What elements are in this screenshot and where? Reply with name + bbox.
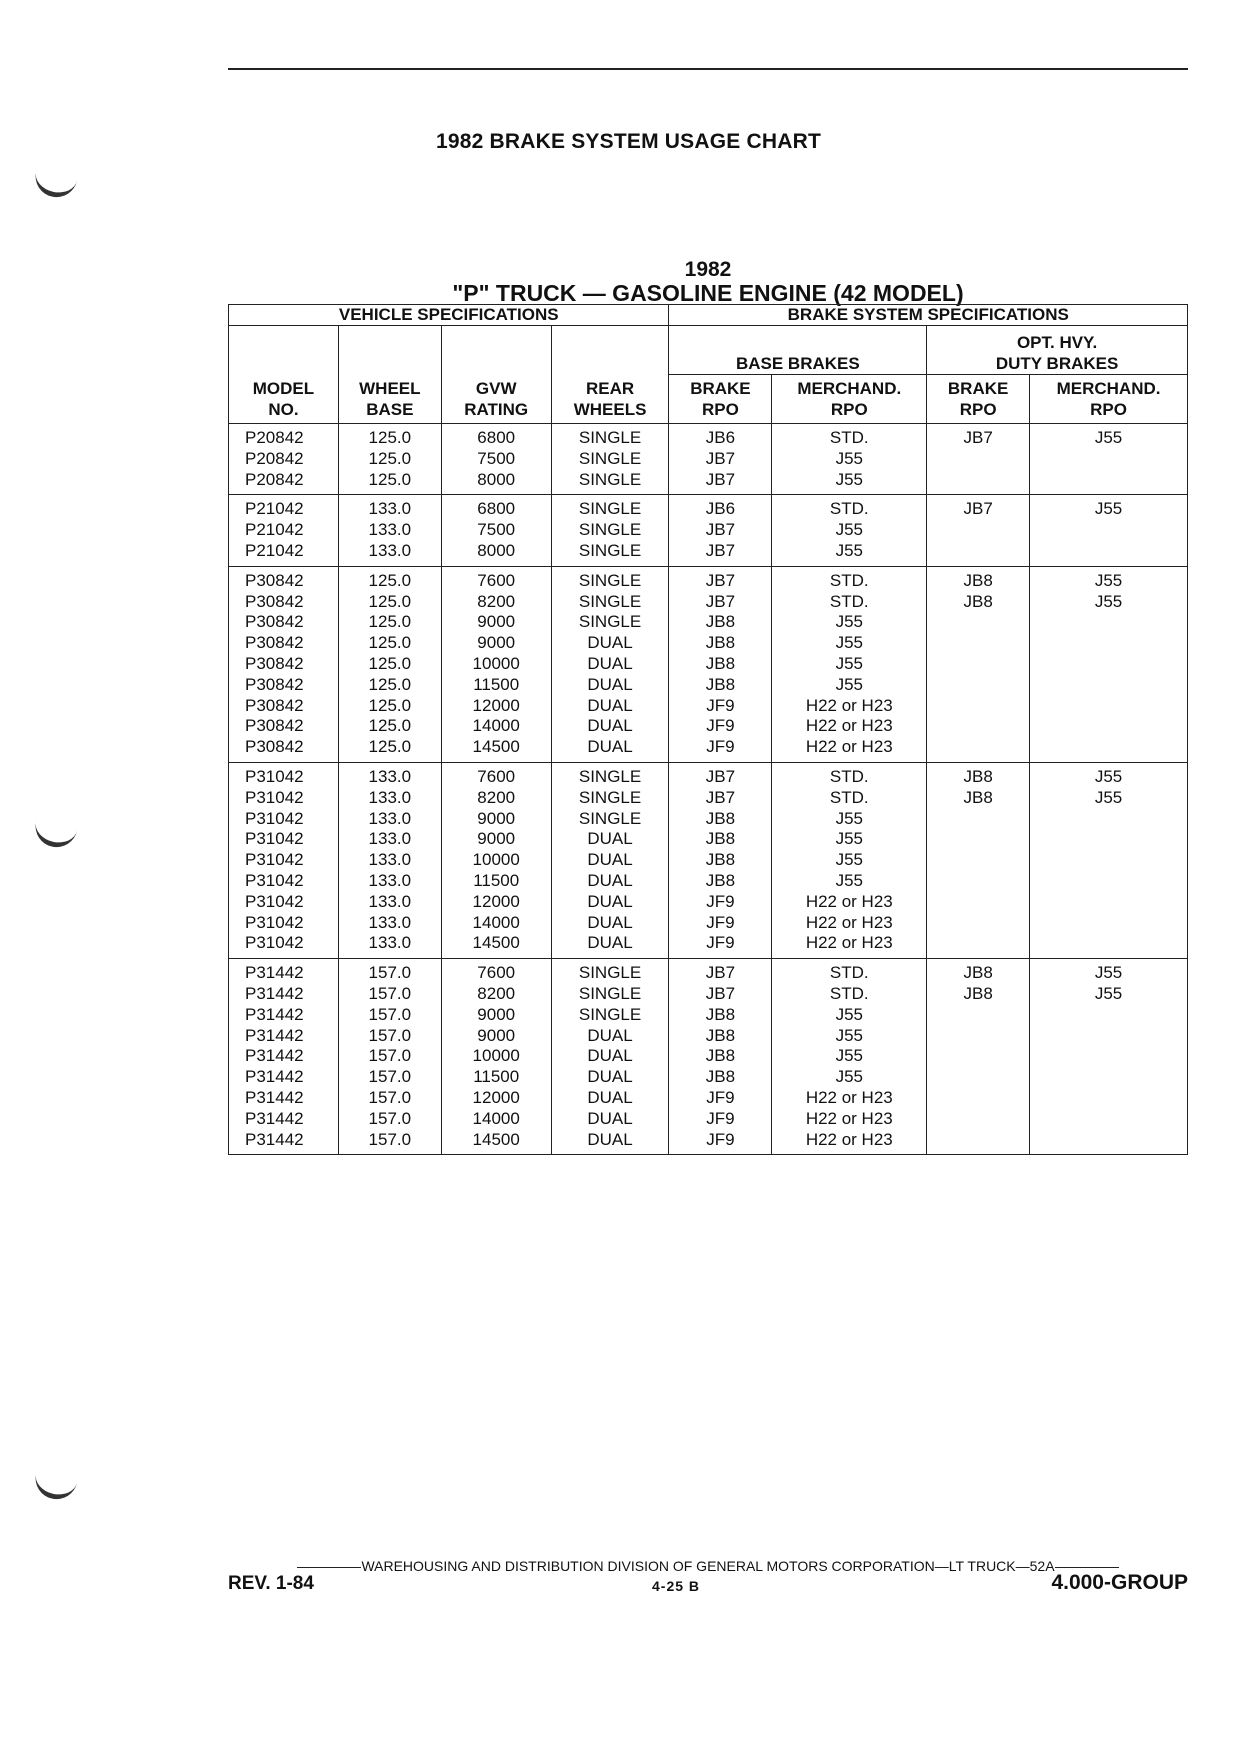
gvw-cell	[441, 495, 551, 566]
cell-value: 133.0	[368, 912, 412, 932]
cell-value: H22 or H23	[805, 1108, 893, 1128]
cell-value: P31042	[245, 766, 304, 786]
col-header-brake-rpo: BRAKE RPO	[669, 375, 772, 424]
cell-value: JB8	[963, 963, 993, 983]
cell-value: STD.	[829, 499, 869, 519]
cell-value: P31442	[245, 1004, 304, 1024]
cell-value: DUAL	[587, 933, 633, 953]
model-group	[229, 959, 1188, 1155]
cell-value: J55	[835, 1004, 863, 1024]
cell-value: JB7	[705, 570, 736, 590]
vehicle-specs-header: VEHICLE SPECIFICATIONS	[229, 305, 669, 326]
cell-value: SINGLE	[578, 570, 642, 590]
footer-group-number: 4.000-GROUP	[1051, 1571, 1188, 1594]
cell-value: 8000	[477, 540, 516, 560]
cell-value: JB7	[705, 520, 736, 540]
cell-value: 133.0	[368, 766, 412, 786]
brake-rpo-cell	[669, 424, 772, 495]
cell-value: P31442	[245, 983, 304, 1003]
cell-value: J55	[835, 633, 863, 653]
cell-value: P30842	[245, 716, 304, 736]
binder-hole-mark	[32, 166, 79, 201]
brake-rpo-cell	[669, 762, 772, 958]
table-year: 1982	[684, 258, 732, 281]
cell-value: 8200	[477, 983, 516, 1003]
cell-value: DUAL	[587, 1067, 633, 1087]
cell-value: 9000	[477, 1025, 516, 1045]
model-group	[229, 424, 1188, 495]
cell-value: JF9	[706, 695, 735, 715]
cell-value: JB8	[705, 850, 736, 870]
cell-value: STD.	[829, 570, 869, 590]
cell-value: DUAL	[587, 912, 633, 932]
cell-value: 11500	[473, 1067, 520, 1087]
cell-value: JB6	[705, 428, 736, 447]
cell-value: J55	[1094, 963, 1123, 983]
cell-value: JB6	[705, 499, 736, 519]
cell-value: JF9	[706, 716, 735, 736]
cell-value: 14000	[472, 912, 520, 932]
cell-value: J55	[1094, 787, 1123, 807]
opt-heavy-duty-header	[927, 326, 1188, 375]
cell-value: 12000	[472, 695, 520, 715]
cell-value: J55	[835, 1025, 863, 1045]
cell-value: 125.0	[368, 653, 412, 673]
cell-value: 7500	[477, 448, 516, 468]
cell-value: SINGLE	[578, 1004, 642, 1024]
col-header-merch-rpo: MERCHAND. RPO	[772, 375, 927, 424]
cell-value: J55	[835, 1046, 863, 1066]
cell-value: 10000	[472, 653, 520, 673]
cell-value: 133.0	[368, 808, 412, 828]
cell-value: JB8	[705, 633, 736, 653]
cell-value: P30842	[245, 695, 304, 715]
cell-value: DUAL	[587, 870, 633, 890]
cell-value: P30842	[245, 612, 304, 632]
footer-dash	[297, 1567, 361, 1568]
cell-value: P30842	[245, 653, 304, 673]
cell-value: 7600	[477, 963, 516, 983]
cell-value: 125.0	[368, 570, 412, 590]
cell-value: 133.0	[368, 520, 412, 540]
cell-value: 133.0	[368, 499, 412, 519]
opt-merch-rpo-cell	[1030, 566, 1188, 762]
footer-division: WAREHOUSING AND DISTRIBUTION DIVISION OF GENERAL MOTORS CORPORATION—LT TRUCK—52A	[361, 1558, 1055, 1574]
cell-value: P31442	[245, 1025, 304, 1045]
cell-value: 8000	[477, 469, 516, 489]
base-brakes-header: BASE BRAKES	[669, 326, 927, 375]
cell-value: STD.	[829, 787, 869, 807]
model-cell	[229, 959, 339, 1155]
gvw-cell	[441, 959, 551, 1155]
cell-value: 157.0	[368, 1129, 412, 1149]
rear-wheels-cell	[551, 566, 669, 762]
cell-value: P20842	[245, 448, 304, 468]
cell-value: 9000	[477, 829, 516, 849]
cell-value: P20842	[245, 428, 304, 447]
opt-brake-rpo-cell	[927, 566, 1030, 762]
cell-value: JB7	[705, 766, 736, 786]
wheel-base-cell	[338, 495, 441, 566]
cell-value: SINGLE	[578, 448, 642, 468]
cell-value: H22 or H23	[805, 1087, 893, 1107]
cell-value: STD.	[829, 428, 869, 447]
cell-value: 125.0	[368, 428, 412, 447]
cell-value: JB8	[705, 808, 736, 828]
opt-brake-rpo-cell	[927, 424, 1030, 495]
cell-value: 157.0	[368, 1025, 412, 1045]
cell-value: P21042	[245, 499, 304, 519]
cell-value: H22 or H23	[805, 695, 893, 715]
cell-value: SINGLE	[578, 787, 642, 807]
cell-value: 9000	[477, 633, 516, 653]
cell-value: STD.	[829, 983, 869, 1003]
cell-value: 125.0	[368, 674, 412, 694]
cell-value: 125.0	[368, 737, 412, 757]
cell-value: 125.0	[368, 633, 412, 653]
cell-value: 157.0	[368, 983, 412, 1003]
cell-value: 125.0	[368, 716, 412, 736]
rear-wheels-cell	[551, 762, 669, 958]
cell-value: JB8	[705, 870, 736, 890]
cell-value: SINGLE	[578, 808, 642, 828]
cell-value: 7600	[477, 570, 516, 590]
cell-value: 6800	[477, 499, 516, 519]
cell-value: 8200	[477, 591, 516, 611]
cell-value: DUAL	[587, 1025, 633, 1045]
model-cell	[229, 762, 339, 958]
cell-value: H22 or H23	[805, 912, 893, 932]
col-header-rear-wheels: REAR WHEELS	[551, 375, 669, 424]
cell-value: JB7	[705, 469, 736, 489]
cell-value: 157.0	[368, 1046, 412, 1066]
cell-value: P20842	[245, 469, 304, 489]
cell-value: J55	[835, 870, 863, 890]
cell-value: 125.0	[368, 695, 412, 715]
cell-value: P31442	[245, 963, 304, 983]
header-stub	[441, 326, 551, 375]
cell-value: P21042	[245, 520, 304, 540]
cell-value: SINGLE	[578, 591, 642, 611]
merch-rpo-cell	[772, 566, 927, 762]
cell-value: P30842	[245, 570, 304, 590]
table-row	[229, 495, 1188, 566]
wheel-base-cell	[338, 566, 441, 762]
brake-rpo-cell	[669, 566, 772, 762]
cell-value: H22 or H23	[805, 933, 893, 953]
table-row	[229, 424, 1188, 495]
cell-value: JB8	[705, 1025, 736, 1045]
cell-value: 125.0	[368, 591, 412, 611]
cell-value: DUAL	[587, 829, 633, 849]
merch-rpo-cell	[772, 424, 927, 495]
table-row	[229, 959, 1188, 1155]
footer-revision: REV. 1-84	[228, 1573, 314, 1594]
cell-value: DUAL	[587, 674, 633, 694]
cell-value: P31042	[245, 912, 304, 932]
cell-value: 9000	[477, 1004, 516, 1024]
cell-value: 125.0	[368, 612, 412, 632]
cell-value: J55	[1094, 983, 1123, 1003]
model-cell	[229, 566, 339, 762]
cell-value: 10000	[472, 850, 520, 870]
cell-value: P31042	[245, 850, 304, 870]
cell-value: 12000	[472, 1087, 520, 1107]
cell-value: JB8	[705, 829, 736, 849]
cell-value: 133.0	[368, 850, 412, 870]
cell-value: P31042	[245, 829, 304, 849]
cell-value: J55	[835, 520, 863, 540]
cell-value: SINGLE	[578, 428, 642, 447]
merch-rpo-cell	[772, 959, 927, 1155]
col-header-model: MODEL NO.	[229, 375, 339, 424]
cell-value: H22 or H23	[805, 737, 893, 757]
wheel-base-cell	[338, 424, 441, 495]
cell-value: 157.0	[368, 1087, 412, 1107]
top-rule	[228, 68, 1188, 70]
rear-wheels-cell	[551, 959, 669, 1155]
cell-value: 125.0	[368, 448, 412, 468]
cell-value: J55	[1094, 766, 1123, 786]
cell-value: DUAL	[587, 1108, 633, 1128]
cell-value: DUAL	[587, 737, 633, 757]
gvw-cell	[441, 424, 551, 495]
cell-value: JB7	[963, 428, 993, 447]
cell-value: 125.0	[368, 469, 412, 489]
cell-value: JF9	[706, 912, 735, 932]
cell-value: JB8	[705, 1067, 736, 1087]
cell-value: JB8	[963, 787, 993, 807]
cell-value: STD.	[829, 963, 869, 983]
cell-value: P31042	[245, 870, 304, 890]
model-cell	[229, 424, 339, 495]
cell-value: 133.0	[368, 870, 412, 890]
cell-value: SINGLE	[578, 963, 642, 983]
cell-value: DUAL	[587, 1087, 633, 1107]
cell-value: JB8	[705, 612, 736, 632]
cell-value: 133.0	[368, 891, 412, 911]
table-title: "P" TRUCK — GASOLINE ENGINE (42 MODEL)	[452, 280, 964, 306]
binder-hole-mark	[32, 1468, 79, 1503]
cell-value: H22 or H23	[805, 891, 893, 911]
cell-value: 6800	[477, 428, 516, 447]
wheel-base-cell	[338, 959, 441, 1155]
cell-value: 11500	[473, 674, 520, 694]
cell-value: JB7	[705, 591, 736, 611]
cell-value: J55	[835, 829, 863, 849]
cell-value: J55	[835, 469, 863, 489]
model-cell	[229, 495, 339, 566]
cell-value: SINGLE	[578, 540, 642, 560]
cell-value: JB8	[705, 1004, 736, 1024]
cell-value: 8200	[477, 787, 516, 807]
header-stub	[551, 326, 669, 375]
cell-value: P31042	[245, 808, 304, 828]
cell-value: P31442	[245, 1108, 304, 1128]
merch-rpo-cell	[772, 762, 927, 958]
cell-value: DUAL	[587, 1129, 633, 1149]
cell-value: DUAL	[587, 695, 633, 715]
col-header-opt-merch-rpo: MERCHAND. RPO	[1030, 375, 1188, 424]
cell-value: 157.0	[368, 963, 412, 983]
cell-value: SINGLE	[578, 469, 642, 489]
cell-value: DUAL	[587, 891, 633, 911]
cell-value: JF9	[706, 1129, 735, 1149]
cell-value: DUAL	[587, 716, 633, 736]
cell-value: J55	[1094, 570, 1123, 590]
cell-value: JB8	[963, 766, 993, 786]
cell-value: SINGLE	[578, 612, 642, 632]
cell-value: STD.	[829, 591, 869, 611]
cell-value: P31042	[245, 933, 304, 953]
header-stub	[338, 326, 441, 375]
cell-value: JB8	[705, 674, 736, 694]
cell-value: JB7	[705, 963, 736, 983]
footer-division-line	[228, 1558, 1188, 1574]
cell-value: 157.0	[368, 1067, 412, 1087]
opt-merch-rpo-cell	[1030, 424, 1188, 495]
cell-value: 133.0	[368, 787, 412, 807]
cell-value: JB7	[963, 499, 993, 519]
footer-dash	[1055, 1567, 1119, 1568]
cell-value: J55	[835, 448, 863, 468]
cell-value: P31442	[245, 1067, 304, 1087]
cell-value: 133.0	[368, 933, 412, 953]
cell-value: JB7	[705, 448, 736, 468]
model-group	[229, 495, 1188, 566]
col-header-wheel-base: WHEEL BASE	[338, 375, 441, 424]
cell-value: 133.0	[368, 829, 412, 849]
cell-value: 12000	[472, 891, 520, 911]
cell-value: JB8	[963, 983, 993, 1003]
cell-value: DUAL	[587, 653, 633, 673]
cell-value: 9000	[477, 808, 516, 828]
brake-rpo-cell	[669, 959, 772, 1155]
cell-value: J55	[835, 612, 863, 632]
cell-value: JF9	[706, 1108, 735, 1128]
model-group	[229, 566, 1188, 762]
cell-value: P30842	[245, 591, 304, 611]
cell-value: 14000	[472, 716, 520, 736]
binder-hole-mark	[32, 816, 79, 851]
cell-value: P21042	[245, 540, 304, 560]
cell-value: J55	[835, 540, 863, 560]
cell-value: H22 or H23	[805, 716, 893, 736]
cell-value: J55	[835, 674, 863, 694]
cell-value: JB8	[963, 570, 993, 590]
opt-heavy-duty-line2: DUTY BRAKES	[995, 354, 1119, 373]
footer-page-number: 4-25 B	[652, 1578, 701, 1594]
cell-value: JB8	[963, 591, 993, 611]
cell-value: JB7	[705, 540, 736, 560]
cell-value: 10000	[472, 1046, 520, 1066]
cell-value: P31442	[245, 1087, 304, 1107]
cell-value: DUAL	[587, 1046, 633, 1066]
cell-value: P30842	[245, 633, 304, 653]
cell-value: JB7	[705, 787, 736, 807]
cell-value: 14000	[472, 1108, 520, 1128]
gvw-cell	[441, 566, 551, 762]
cell-value: P31042	[245, 787, 304, 807]
cell-value: DUAL	[587, 633, 633, 653]
rear-wheels-cell	[551, 424, 669, 495]
cell-value: J55	[1094, 591, 1123, 611]
cell-value: SINGLE	[578, 766, 642, 786]
cell-value: H22 or H23	[805, 1129, 893, 1149]
cell-value: STD.	[829, 766, 869, 786]
opt-brake-rpo-cell	[927, 762, 1030, 958]
table-row	[229, 762, 1188, 958]
cell-value: JB7	[705, 983, 736, 1003]
cell-value: SINGLE	[578, 499, 642, 519]
cell-value: 7500	[477, 520, 516, 540]
col-header-gvw: GVW RATING	[441, 375, 551, 424]
cell-value: P30842	[245, 674, 304, 694]
opt-brake-rpo-cell	[927, 495, 1030, 566]
cell-value: JF9	[706, 891, 735, 911]
opt-merch-rpo-cell	[1030, 495, 1188, 566]
brake-usage-table	[228, 304, 1188, 1155]
cell-value: J55	[835, 850, 863, 870]
cell-value: 133.0	[368, 540, 412, 560]
opt-merch-rpo-cell	[1030, 959, 1188, 1155]
cell-value: P31042	[245, 891, 304, 911]
col-header-opt-brake-rpo: BRAKE RPO	[927, 375, 1030, 424]
cell-value: JF9	[706, 933, 735, 953]
merch-rpo-cell	[772, 495, 927, 566]
brake-specs-header: BRAKE SYSTEM SPECIFICATIONS	[669, 305, 1188, 326]
header-stub	[229, 326, 339, 375]
cell-value: J55	[835, 653, 863, 673]
rear-wheels-cell	[551, 495, 669, 566]
brake-rpo-cell	[669, 495, 772, 566]
cell-value: P31442	[245, 1129, 304, 1149]
cell-value: 157.0	[368, 1004, 412, 1024]
model-group	[229, 762, 1188, 958]
cell-value: DUAL	[587, 850, 633, 870]
opt-merch-rpo-cell	[1030, 762, 1188, 958]
cell-value: JF9	[706, 737, 735, 757]
opt-brake-rpo-cell	[927, 959, 1030, 1155]
cell-value: SINGLE	[578, 520, 642, 540]
gvw-cell	[441, 762, 551, 958]
table-row	[229, 566, 1188, 762]
cell-value: 14500	[472, 933, 520, 953]
cell-value: 7600	[477, 766, 516, 786]
cell-value: J55	[835, 808, 863, 828]
cell-value: SINGLE	[578, 983, 642, 1003]
cell-value: J55	[1094, 428, 1123, 447]
cell-value: P31442	[245, 1046, 304, 1066]
cell-value: JF9	[706, 1087, 735, 1107]
cell-value: J55	[1094, 499, 1123, 519]
wheel-base-cell	[338, 762, 441, 958]
cell-value: 14500	[472, 1129, 520, 1149]
cell-value: 11500	[473, 870, 520, 890]
cell-value: JB8	[705, 653, 736, 673]
page-title: 1982 BRAKE SYSTEM USAGE CHART	[435, 130, 822, 153]
opt-heavy-duty-line1: OPT. HVY.	[1016, 333, 1098, 352]
cell-value: P30842	[245, 737, 304, 757]
cell-value: 14500	[472, 737, 520, 757]
cell-value: 9000	[477, 612, 516, 632]
cell-value: JB8	[705, 1046, 736, 1066]
cell-value: J55	[835, 1067, 863, 1087]
cell-value: 157.0	[368, 1108, 412, 1128]
